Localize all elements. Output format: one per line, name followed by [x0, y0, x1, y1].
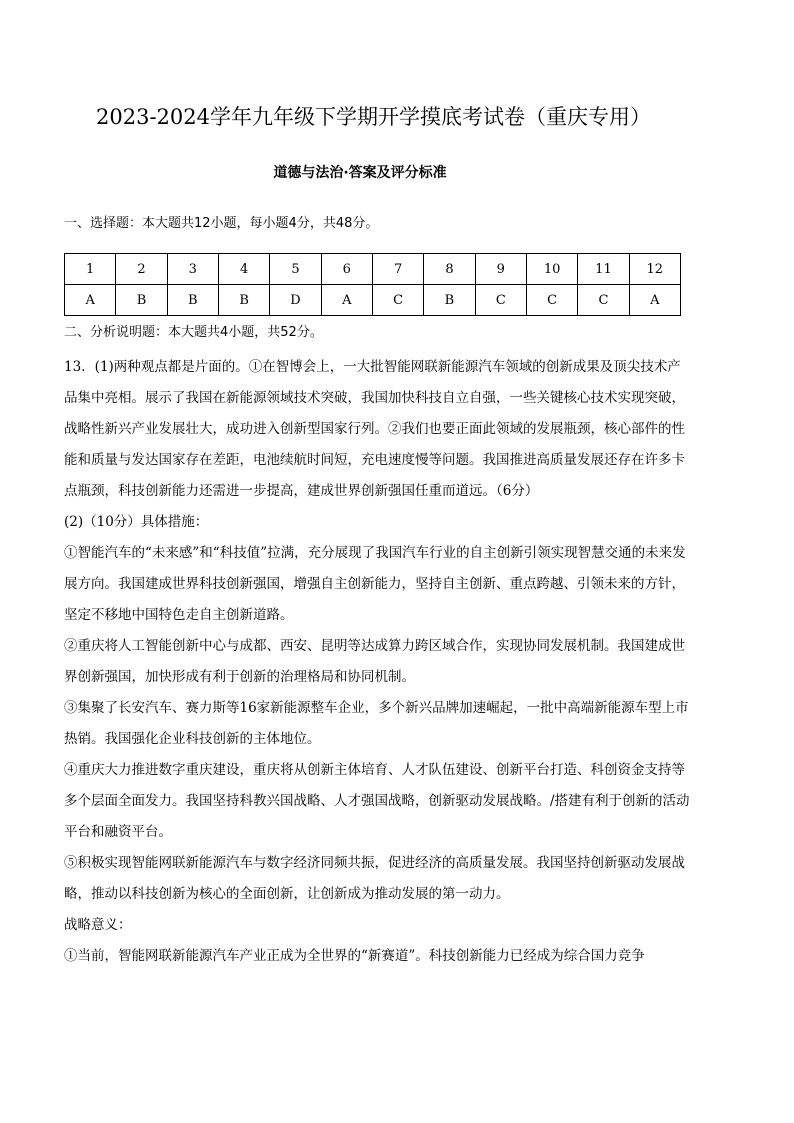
table-cell: 1: [65, 254, 116, 285]
table-cell: B: [167, 285, 218, 316]
table-row-answers: [65, 285, 681, 316]
table-cell: A: [321, 285, 372, 316]
section-heading-multiple-choice: 一、选择题：本大题共12小题，每小题4分，共48分。: [64, 216, 379, 231]
table-cell: A: [65, 285, 116, 316]
page-title: 2023-2024学年九年级下学期开学摸底考试卷（重庆专用）: [96, 105, 651, 129]
measure-paragraph: ③集聚了长安汽车、赛力斯等16家新能源整车企业，多个新兴品牌加速崛起，一批中高端新能源车型上市热销。我国强化企业科技创新的主体地位。: [64, 700, 689, 747]
measure-paragraph: ④重庆大力推进数字重庆建设，重庆将从创新主体培育、人才队伍建设、创新平台打造、科创资金支持等多个层面全面发力。我国坚持科教兴国战略、人才强国战略，创新驱动发展战略。/搭建有利于创新的活动平台和融资平台。: [64, 762, 690, 840]
measure-paragraph: ⑤积极实现智能网联新能源汽车与数字经济同频共振，促进经济的高质量发展。我国坚持创新驱动发展战略，推动以科技创新为核心的全面创新，让创新成为推动发展的第一动力。: [64, 855, 685, 902]
table-cell: A: [629, 285, 680, 316]
significance-heading: 战略意义：: [64, 917, 132, 933]
question-13-answer: [64, 352, 694, 972]
q13-part2-heading: (2)（10分）具体措施：: [64, 514, 209, 530]
section-heading-analysis: 二、分析说明题：本大题共4小题，共52分。: [64, 325, 323, 340]
table-cell: 6: [321, 254, 372, 285]
table-cell: 2: [116, 254, 167, 285]
table-cell: D: [270, 285, 321, 316]
table-cell: 8: [424, 254, 475, 285]
table-cell: B: [218, 285, 269, 316]
table-cell: B: [116, 285, 167, 316]
table-cell: 11: [578, 254, 629, 285]
table-cell: 10: [526, 254, 577, 285]
measure-paragraph: ②重庆将人工智能创新中心与成都、西安、昆明等达成算力跨区域合作，实现协同发展机制。我国建成世界创新强国，加快形成有利于创新的治理格局和协同机制。: [64, 638, 685, 685]
table-cell: B: [424, 285, 475, 316]
measure-paragraph: ①智能汽车的“未来感”和“科技值”拉满，充分展现了我国汽车行业的自主创新引领实现智慧交通的未来发展方向。我国建成世界科技创新强国，增强自主创新能力，坚持自主创新、重点跨越、引领未来的方针，坚定不移地中国特色走自主创新道路。: [64, 545, 686, 623]
table-row-question-numbers: [65, 254, 681, 285]
table-cell: C: [372, 285, 423, 316]
table-cell: 9: [475, 254, 526, 285]
table-cell: C: [475, 285, 526, 316]
table-cell: 12: [629, 254, 680, 285]
table-cell: C: [578, 285, 629, 316]
table-cell: C: [526, 285, 577, 316]
answer-table: [64, 253, 681, 316]
table-cell: 5: [270, 254, 321, 285]
page-subtitle: 道德与法治·答案及评分标准: [273, 165, 447, 181]
q13-part1-paragraph: 13．(1)两种观点都是片面的。①在智博会上，一大批智能网联新能源汽车领域的创新成果及顶尖技术产品集中亮相。展示了我国在新能源领域技术突破，我国加快科技自立自强，一些关键核心技术实现突破，战略性新兴产业发展壮大，成功进入创新型国家行列。②我们也要正面此领域的发展瓶颈，核心部件的性能和质量与发达国家存在差距，电池续航时间短，充电速度慢等问题。我国推进高质量发展还存在许多卡点瓶颈，科技创新能力还需进一步提高，建成世界创新强国任重而道远。（6分）: [64, 359, 685, 499]
table-cell: 7: [372, 254, 423, 285]
significance-paragraph: ①当前，智能网联新能源汽车产业正成为全世界的“新赛道”。科技创新能力已经成为综合国力竞争: [64, 948, 645, 964]
table-cell: 3: [167, 254, 218, 285]
table-cell: 4: [218, 254, 269, 285]
